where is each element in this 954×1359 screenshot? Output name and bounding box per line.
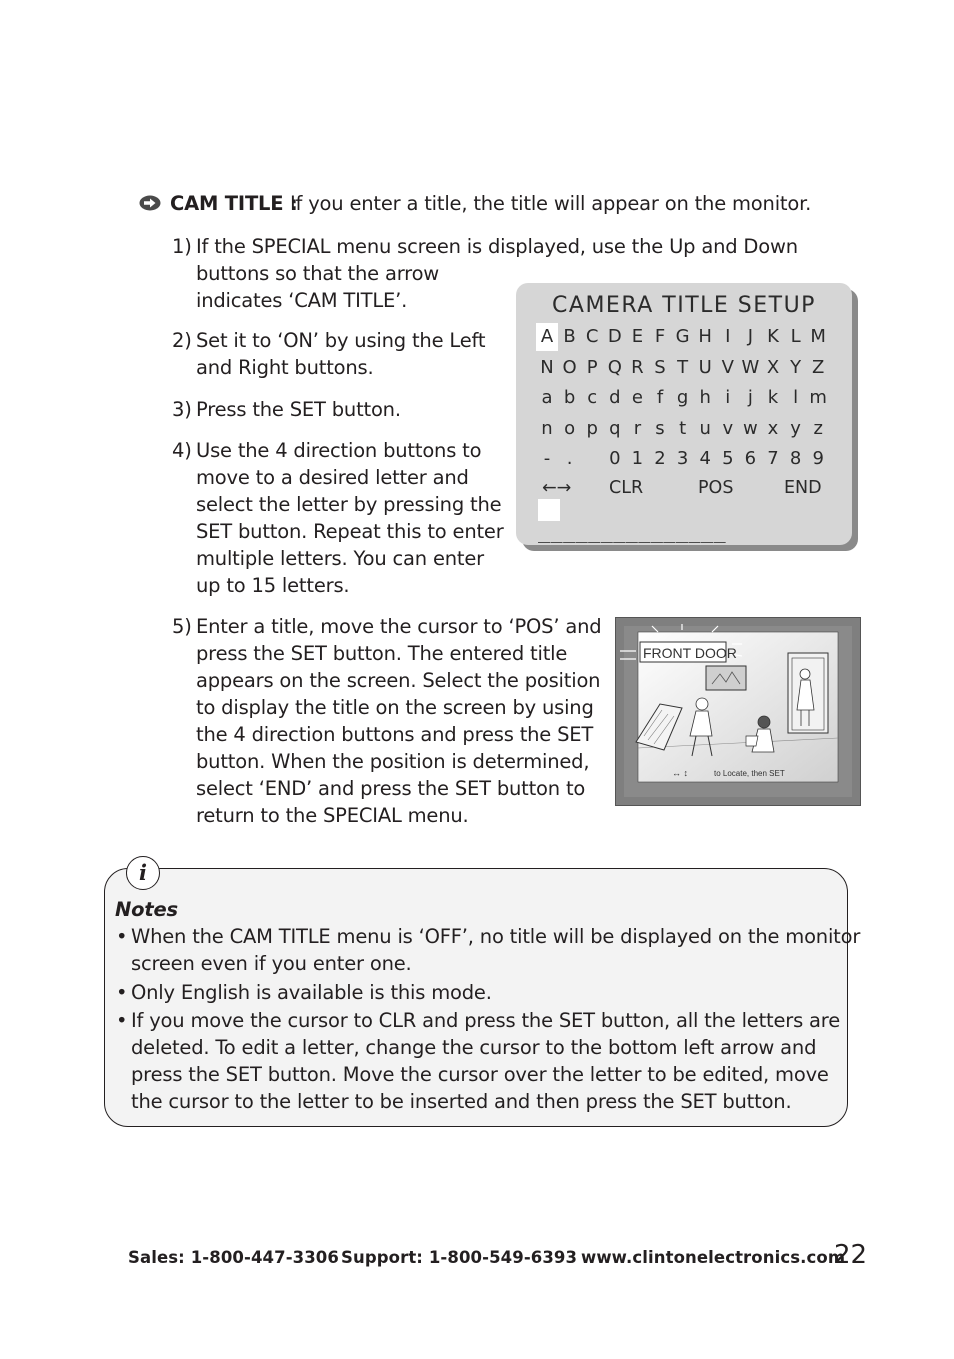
step-line: Set it to ‘ON’ by using the Left (196, 329, 486, 352)
note-line: If you move the cursor to CLR and press the SET button, all the letters are (131, 1009, 840, 1032)
character-key[interactable]: p (586, 417, 598, 439)
character-key[interactable]: 8 (789, 448, 802, 469)
character-row (536, 384, 836, 415)
character-row (536, 323, 836, 354)
overlay-title: FRONT DOOR (643, 645, 737, 661)
step-2 (172, 327, 492, 381)
step-number: 4) (172, 439, 192, 462)
step-line: to display the title on the screen by using (196, 696, 594, 719)
character-key[interactable]: I (725, 326, 731, 347)
character-key[interactable]: 1 (631, 448, 644, 469)
hint-text: to Locate, then SET (714, 769, 785, 778)
character-key[interactable]: s (655, 417, 665, 439)
title-entry-field: _______________ (538, 519, 727, 543)
bullet: • (116, 1009, 128, 1032)
step-line: multiple letters. You can enter (196, 547, 484, 570)
heading-label: CAM TITLE : (170, 192, 298, 215)
character-key[interactable]: x (767, 417, 779, 439)
note-line: deleted. To edit a letter, change the cursor to the bottom left arrow and (131, 1036, 817, 1059)
character-key[interactable]: w (743, 417, 758, 439)
note-line: screen even if you enter one. (131, 952, 412, 975)
character-key[interactable]: c (587, 387, 598, 408)
character-key[interactable]: a (541, 387, 553, 408)
step-number: 3) (172, 398, 192, 421)
heading-text: If you enter a title, the title will appear on the monitor. (290, 192, 812, 215)
character-key[interactable]: J (747, 326, 754, 347)
character-key[interactable]: S (654, 356, 666, 378)
character-key[interactable]: H (698, 326, 712, 347)
character-key[interactable]: h (699, 387, 711, 408)
character-key[interactable]: 4 (699, 448, 711, 469)
character-key[interactable]: q (609, 417, 621, 439)
notes-title: Notes (115, 898, 178, 921)
character-key[interactable]: O (562, 356, 577, 378)
character-key[interactable]: e (631, 387, 643, 408)
note-line: When the CAM TITLE menu is ‘OFF’, no title will be displayed on the monitor (131, 925, 861, 948)
character-key[interactable]: 2 (654, 448, 666, 469)
front-door-illustration (615, 617, 861, 806)
osd-title: CAMERA TITLE SETUP (552, 293, 816, 318)
character-key[interactable]: 7 (767, 448, 779, 469)
character-key[interactable]: i (725, 387, 731, 408)
bullet: • (116, 981, 128, 1004)
character-key[interactable]: Q (607, 356, 622, 378)
character-key[interactable]: t (679, 417, 687, 439)
character-key[interactable]: m (809, 387, 827, 408)
character-grid (536, 323, 836, 476)
character-key[interactable]: A (536, 323, 558, 351)
character-key[interactable]: C (585, 326, 599, 347)
page-number: 22 (834, 1240, 868, 1270)
character-key[interactable]: j (747, 387, 753, 408)
step-line: and Right buttons. (196, 356, 374, 379)
step-line: If the SPECIAL menu screen is displayed, use the Up and Down (196, 235, 798, 258)
step-3 (172, 396, 492, 423)
info-icon: i (126, 856, 160, 890)
note-line: the cursor to the letter to be inserted and then press the SET button. (131, 1090, 792, 1113)
character-key[interactable]: U (698, 356, 712, 378)
character-key[interactable]: n (541, 417, 553, 439)
character-key[interactable]: k (767, 387, 779, 408)
character-key[interactable]: y (790, 417, 801, 439)
pos-option[interactable]: POS (698, 478, 734, 498)
step-line: Enter a title, move the cursor to ‘POS’ and (196, 615, 602, 638)
character-key[interactable]: o (564, 417, 576, 439)
character-key[interactable]: X (766, 356, 780, 378)
step-line: up to 15 letters. (196, 574, 350, 597)
character-key[interactable]: b (563, 387, 576, 408)
character-key[interactable]: G (675, 326, 690, 347)
character-key[interactable]: g (676, 387, 689, 408)
end-option[interactable]: END (784, 478, 822, 498)
input-cursor (538, 499, 560, 521)
character-key[interactable]: L (790, 326, 801, 347)
character-key[interactable]: T (677, 356, 689, 378)
support-phone: Support: 1-800-549-6393 (341, 1248, 578, 1267)
character-key[interactable]: 9 (812, 448, 824, 469)
character-key[interactable]: W (741, 356, 760, 378)
step-line: the 4 direction buttons and press the SET (196, 723, 594, 746)
step-line: press the SET button. The entered title (196, 642, 568, 665)
function-row (536, 476, 836, 504)
step-line: Use the 4 direction buttons to (196, 439, 482, 462)
character-key[interactable]: d (609, 387, 621, 408)
character-key[interactable]: E (631, 326, 644, 347)
character-key[interactable]: 6 (744, 448, 757, 469)
step-line: Press the SET button. (196, 398, 401, 421)
character-key[interactable]: B (563, 326, 576, 347)
hint-arrows: ↔ ↕ (672, 768, 689, 778)
character-key[interactable]: D (607, 326, 622, 347)
character-row (536, 445, 836, 476)
website-link[interactable]: www.clintonelectronics.com (581, 1248, 846, 1267)
character-key[interactable]: z (813, 417, 823, 439)
character-key[interactable]: . (566, 448, 573, 469)
step-line: appears on the screen. Select the position (196, 669, 601, 692)
step-line: button. When the position is determined, (196, 750, 590, 773)
character-key[interactable]: K (767, 326, 779, 347)
character-key[interactable]: R (631, 356, 644, 378)
character-row (536, 415, 836, 446)
character-key[interactable]: F (654, 326, 666, 347)
note-line: press the SET button. Move the cursor over the letter to be edited, move (131, 1063, 829, 1086)
character-key[interactable]: P (586, 356, 598, 378)
step-number: 1) (172, 235, 192, 258)
character-key[interactable]: r (633, 417, 642, 439)
bullet: • (116, 925, 128, 948)
clr-option[interactable]: CLR (609, 478, 644, 498)
character-key[interactable]: Y (790, 356, 802, 378)
step-line: select the letter by pressing the (196, 493, 502, 516)
character-key[interactable]: 3 (676, 448, 689, 469)
character-key[interactable]: N (540, 356, 554, 378)
note-item (116, 1007, 840, 1115)
step-5 (172, 613, 602, 829)
step-number: 2) (172, 329, 192, 352)
step-4 (172, 437, 502, 599)
arrows-option[interactable]: ←→ (542, 478, 572, 498)
character-key[interactable]: u (699, 417, 711, 439)
note-item (116, 979, 836, 1006)
arrow-right-icon (139, 195, 161, 211)
step-line: buttons so that the arrow (196, 262, 440, 285)
character-key[interactable]: v (722, 417, 734, 439)
step-line: indicates ‘CAM TITLE’. (196, 289, 408, 312)
character-key[interactable]: 0 (609, 448, 621, 469)
step-line: move to a desired letter and (196, 466, 469, 489)
sales-phone: Sales: 1-800-447-3306 (128, 1248, 339, 1267)
note-line: Only English is available is this mode. (131, 981, 492, 1004)
character-key[interactable]: - (543, 448, 551, 469)
step-number: 5) (172, 615, 192, 638)
camera-title-setup-screen (516, 283, 852, 545)
character-key[interactable]: f (656, 387, 664, 408)
character-key[interactable]: 5 (722, 448, 734, 469)
step-line: return to the SPECIAL menu. (196, 804, 469, 827)
character-key[interactable]: Z (812, 356, 825, 378)
character-key[interactable]: V (721, 356, 734, 378)
step-line: SET button. Repeat this to enter (196, 520, 504, 543)
note-item (116, 923, 861, 977)
step-line: select ‘END’ and press the SET button to (196, 777, 586, 800)
character-key[interactable]: l (793, 387, 799, 408)
character-key[interactable]: M (810, 326, 826, 347)
character-row (536, 354, 836, 385)
